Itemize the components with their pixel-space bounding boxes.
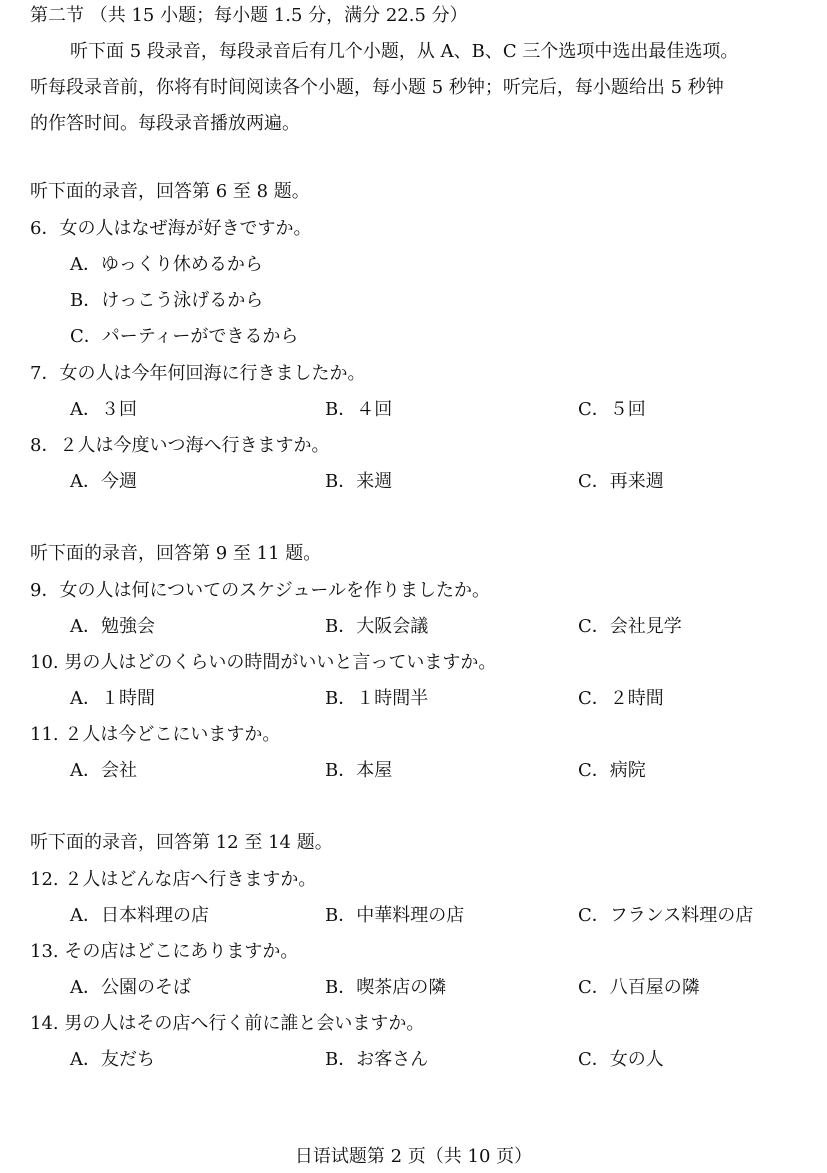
option-8a: A．今週 — [70, 471, 137, 492]
option-7a: A．３回 — [70, 399, 137, 420]
option-13c: C．八百屋の隣 — [578, 977, 700, 998]
question-13: 13. その店はどこにありますか。 — [30, 941, 299, 962]
instruction-line-2: 听每段录音前，你将有时间阅读各个小题，每小题 5 秒钟；听完后，每小题给出 5 秒钟 — [30, 77, 724, 98]
group-prompt: 听下面的录音，回答第 12 至 14 题。 — [30, 832, 333, 853]
option-6c: C．パーティーができるから — [70, 326, 299, 347]
question-10: 10. 男の人はどのくらいの時間がいいと言っていますか。 — [30, 652, 497, 673]
group-prompt: 听下面的录音，回答第 6 至 8 题。 — [30, 181, 310, 202]
option-11a: A．会社 — [70, 760, 137, 781]
option-11b: B．本屋 — [325, 760, 393, 781]
question-6: 6．女の人はなぜ海が好きですか。 — [30, 218, 312, 239]
option-12b: B．中華料理の店 — [325, 905, 465, 926]
question-8: 8．２人は今度いつ海へ行きますか。 — [30, 435, 330, 456]
option-6a: A．ゆっくり休めるから — [70, 254, 263, 275]
option-14c: C．女の人 — [578, 1049, 664, 1070]
question-7: 7．女の人は今年何回海に行きましたか。 — [30, 363, 366, 384]
section-heading: 第二节 （共 15 小题；每小题 1.5 分，满分 22.5 分） — [30, 5, 468, 26]
option-14b: B．お客さん — [325, 1049, 429, 1070]
option-10c: C．２時間 — [578, 688, 664, 709]
question-12: 12. ２人はどんな店へ行きますか。 — [30, 869, 317, 890]
group-prompt: 听下面的录音，回答第 9 至 11 题。 — [30, 543, 322, 564]
option-7b: B．４回 — [325, 399, 393, 420]
option-9b: B．大阪会議 — [325, 616, 429, 637]
option-14a: A．友だち — [70, 1049, 155, 1070]
page-footer: 日语试题第 2 页（共 10 页） — [294, 1146, 533, 1167]
instruction-line-1: 听下面 5 段录音，每段录音后有几个小题，从 A、B、C 三个选项中选出最佳选项。 — [70, 41, 739, 62]
option-8b: B．来週 — [325, 471, 393, 492]
question-14: 14. 男の人はその店へ行く前に誰と会いますか。 — [30, 1013, 425, 1034]
instruction-line-3: 的作答时间。每段录音播放两遍。 — [30, 113, 300, 134]
option-7c: C．５回 — [578, 399, 646, 420]
option-8c: C．再来週 — [578, 471, 664, 492]
option-13a: A．公園のそば — [70, 977, 191, 998]
option-12c: C．フランス料理の店 — [578, 905, 754, 926]
question-11: 11. ２人は今どこにいますか。 — [30, 724, 281, 745]
option-9c: C．会社見学 — [578, 616, 682, 637]
option-13b: B．喫茶店の隣 — [325, 977, 447, 998]
option-9a: A．勉強会 — [70, 616, 155, 637]
option-12a: A．日本料理の店 — [70, 905, 209, 926]
option-6b: B．けっこう泳げるから — [70, 290, 264, 311]
option-11c: C．病院 — [578, 760, 646, 781]
option-10a: A．１時間 — [70, 688, 155, 709]
question-9: 9．女の人は何についてのスケジュールを作りましたか。 — [30, 580, 491, 601]
option-10b: B．１時間半 — [325, 688, 429, 709]
